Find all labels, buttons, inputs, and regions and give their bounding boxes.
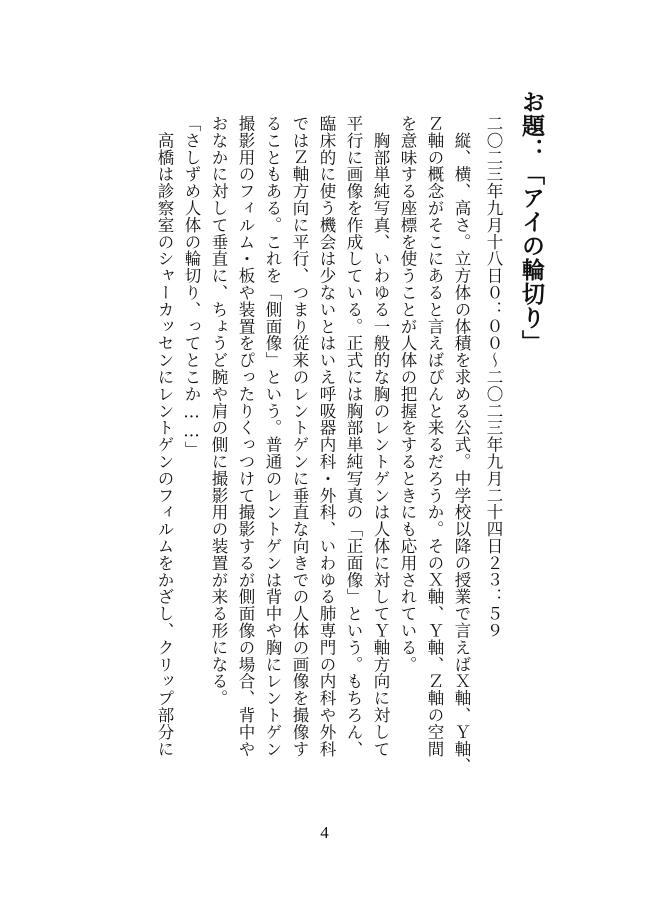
- body-line-5: 平行に画像を作成している。正式には胸部単純写真の「正面像」という。もちろん、: [344, 115, 363, 758]
- body-line-2: Ｚ軸の概念がそこにあると言えばぴんと来るだろうか。そのＸ軸、Ｙ軸、Ｚ軸の空間: [425, 115, 444, 758]
- body-line-10: おなかに対して垂直に、ちょうど腕や肩の側に撮影用の装置が来る形になる。: [209, 115, 228, 707]
- body-line-12: 高橋は診察室のシャーカッセンにレントゲンのフィルムをかざし、クリップ部分に: [155, 115, 174, 758]
- body-line-1: 縦、横、高さ。立方体の体積を求める公式。中学校以降の授業で言えばＸ軸、Ｙ軸、: [452, 115, 471, 775]
- body-line-6: 臨床的に使う機会は少ないとはいえ呼吸器内科・外科、いわゆる肺専門の内科や外科: [317, 115, 336, 758]
- page-title: お題：「アイの輪切り」: [518, 90, 544, 354]
- date-range: 二〇二三年九月十八日０：００〜二〇二三年九月二十四日２３：５９: [484, 115, 503, 639]
- body-line-7: ではＺ軸方向に平行、つまり従来のレントゲンに垂直な向きでの人体の画像を撮像す: [290, 115, 309, 758]
- body-line-9: 撮影用のフィルム・板や装置をぴったりくっつけて撮影するが側面像の場合、背中や: [236, 115, 255, 758]
- body-line-8: ることもある。これを「側面像」という。普通のレントゲンは背中や胸にレントゲン: [263, 115, 282, 758]
- page-number: 4: [320, 823, 329, 842]
- body-line-4: 胸部単純写真、いわゆる一般的な胸のレントゲンは人体に対してＹ軸方向に対して: [371, 115, 390, 758]
- body-line-11: 「さしずめ人体の輪切り、ってとこか……」: [182, 115, 201, 458]
- body-line-3: を意味する座標を使うことが人体の把握をするときにも応用されている。: [398, 115, 417, 673]
